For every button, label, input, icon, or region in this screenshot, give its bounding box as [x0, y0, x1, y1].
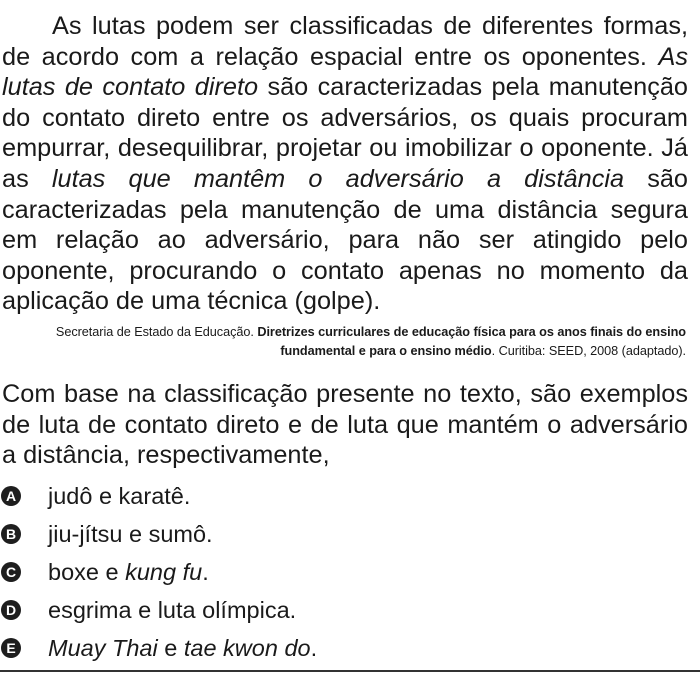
option-text	[48, 635, 317, 662]
option-text-part: .	[202, 558, 209, 585]
option-text: esgrima e luta olímpica.	[48, 596, 297, 623]
passage-part: são caracterizadas pela manutenção do contato direto entre os adversários, os quais procuram empurrar, desequilibrar, projetar ou imobilizar o oponente. Já as	[2, 73, 688, 193]
option-letter-badge: A	[1, 486, 21, 506]
option-letter-badge: B	[1, 524, 21, 544]
option-b[interactable]	[0, 515, 690, 553]
bottom-divider	[0, 670, 700, 672]
question-stem: Com base na classificação presente no texto, são exemplos de luta de contato direto e de luta que mantém o adversário a distância, respectivamente,	[2, 380, 688, 470]
answer-options	[0, 477, 690, 667]
option-text-italic: Muay Thai	[48, 634, 158, 661]
source-title: Diretrizes curriculares de educação física para os anos finais do ensino fundamental e para o ensino médio	[257, 325, 686, 358]
option-text-part: e	[157, 634, 184, 661]
option-text-part: boxe e	[48, 558, 126, 585]
option-letter-badge: C	[1, 562, 21, 582]
passage-italic: lutas que mantêm o adversário a distância	[51, 164, 625, 193]
source-citation	[2, 323, 686, 360]
option-c[interactable]	[0, 553, 690, 591]
option-text-italic: kung fu	[125, 558, 203, 585]
passage-italic: As lutas de contato direto	[2, 42, 688, 102]
option-letter-badge: D	[1, 600, 21, 620]
option-text-part: .	[310, 634, 318, 661]
passage-part: são caracterizadas pela manutenção de uma distância segura em relação ao adversário, para não ser atingido pelo oponente, procurando o contato apenas no momento da aplicação de uma técnica (golpe).	[2, 164, 688, 316]
option-a[interactable]	[0, 477, 690, 515]
option-text: jiu-jítsu e sumô.	[48, 520, 213, 547]
option-text	[48, 559, 209, 586]
option-e[interactable]	[0, 629, 690, 667]
passage-part: As lutas podem ser classificadas de diferentes formas, de acordo com a relação espacial entre os oponentes.	[2, 12, 688, 71]
option-text: judô e karatê.	[48, 482, 191, 509]
option-letter-badge: E	[1, 638, 21, 658]
option-text-italic: tae kwon do	[183, 634, 311, 661]
option-d[interactable]	[0, 591, 690, 629]
source-rest: . Curitiba: SEED, 2008 (adaptado).	[491, 343, 686, 358]
source-author: Secretaria de Estado da Educação.	[55, 325, 258, 339]
passage-text	[2, 11, 688, 317]
